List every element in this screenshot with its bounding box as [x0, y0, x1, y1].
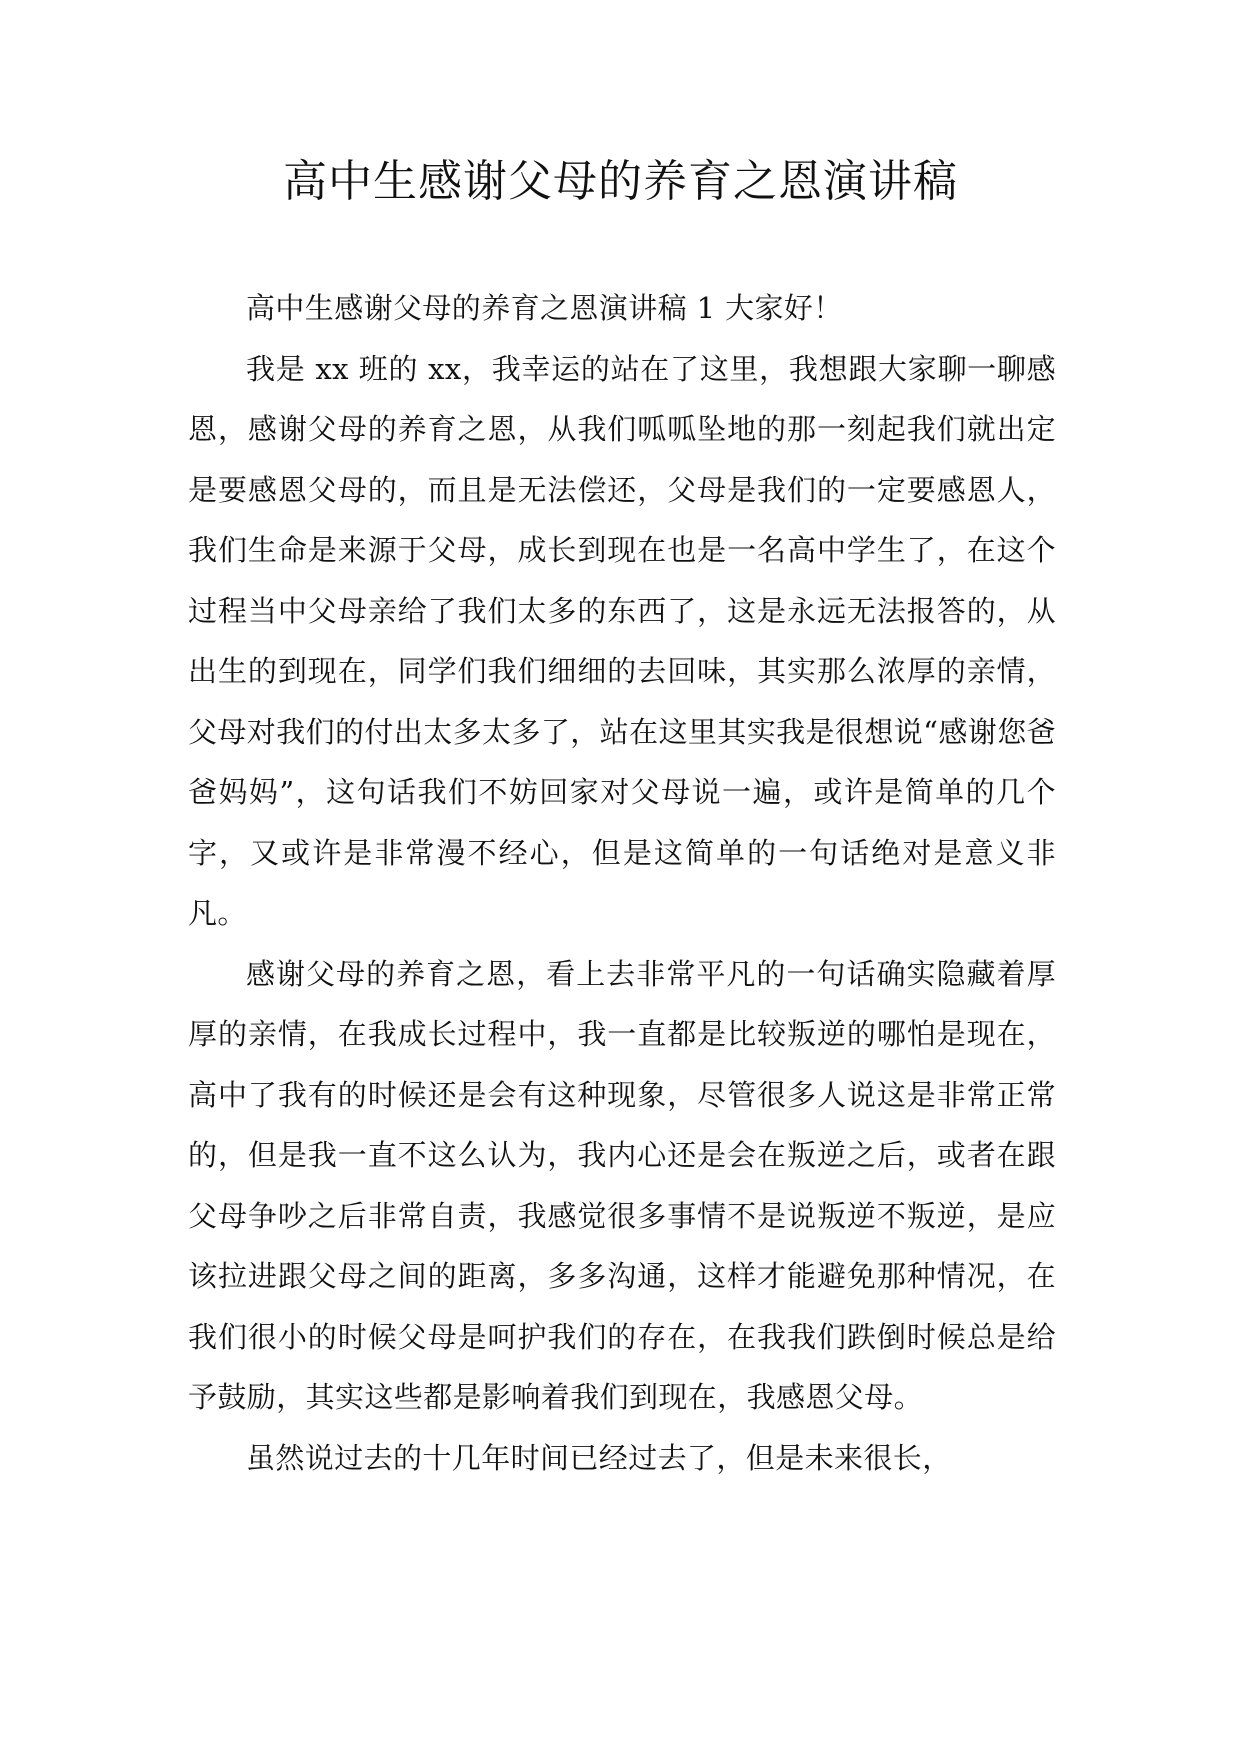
document-body [188, 278, 1056, 1488]
paragraph-1: 我是 xx 班的 xx，我幸运的站在了这里，我想跟大家聊一聊感恩，感谢父母的养育之恩，从我们呱呱坠地的那一刻起我们就出定是要感恩父母的，而且是无法偿还，父母是我们的一定要感恩人，我们生命是来源于父母，成长到现在也是一名高中学生了，在这个过程当中父母亲给了我们太多的东西了，这是永远无法报答的，从出生的到现在，同学们我们细细的去回味，其实那么浓厚的亲情，父母对我们的付出太多太多了，站在这里其实我是很想说“感谢您爸爸妈妈”，这句话我们不妨回家对父母说一遍，或许是简单的几个字，又或许是非常漫不经心，但是这简单的一句话绝对是意义非凡。 [188, 351, 1056, 930]
paragraph-2: 感谢父母的养育之恩，看上去非常平凡的一句话确实隐藏着厚厚的亲情，在我成长过程中，我一直都是比较叛逆的哪怕是现在，高中了我有的时候还是会有这种现象，尽管很多人说这是非常正常的，但是我一直不这么认为，我内心还是会在叛逆之后，或者在跟父母争吵之后非常自责，我感觉很多事情不是说叛逆不叛逆，是应该拉进跟父母之间的距离，多多沟通，这样才能避免那种情况，在我们很小的时候父母是呵护我们的存在，在我我们跌倒时候总是给予鼓励，其实这些都是影响着我们到现在，我感恩父母。 [188, 956, 1056, 1414]
document-title: 高中生感谢父母的养育之恩演讲稿 [283, 156, 958, 207]
paragraph-intro: 高中生感谢父母的养育之恩演讲稿 1 大家好！ [246, 291, 843, 325]
paragraph-3: 虽然说过去的十几年时间已经过去了，但是未来很长， [246, 1440, 952, 1475]
